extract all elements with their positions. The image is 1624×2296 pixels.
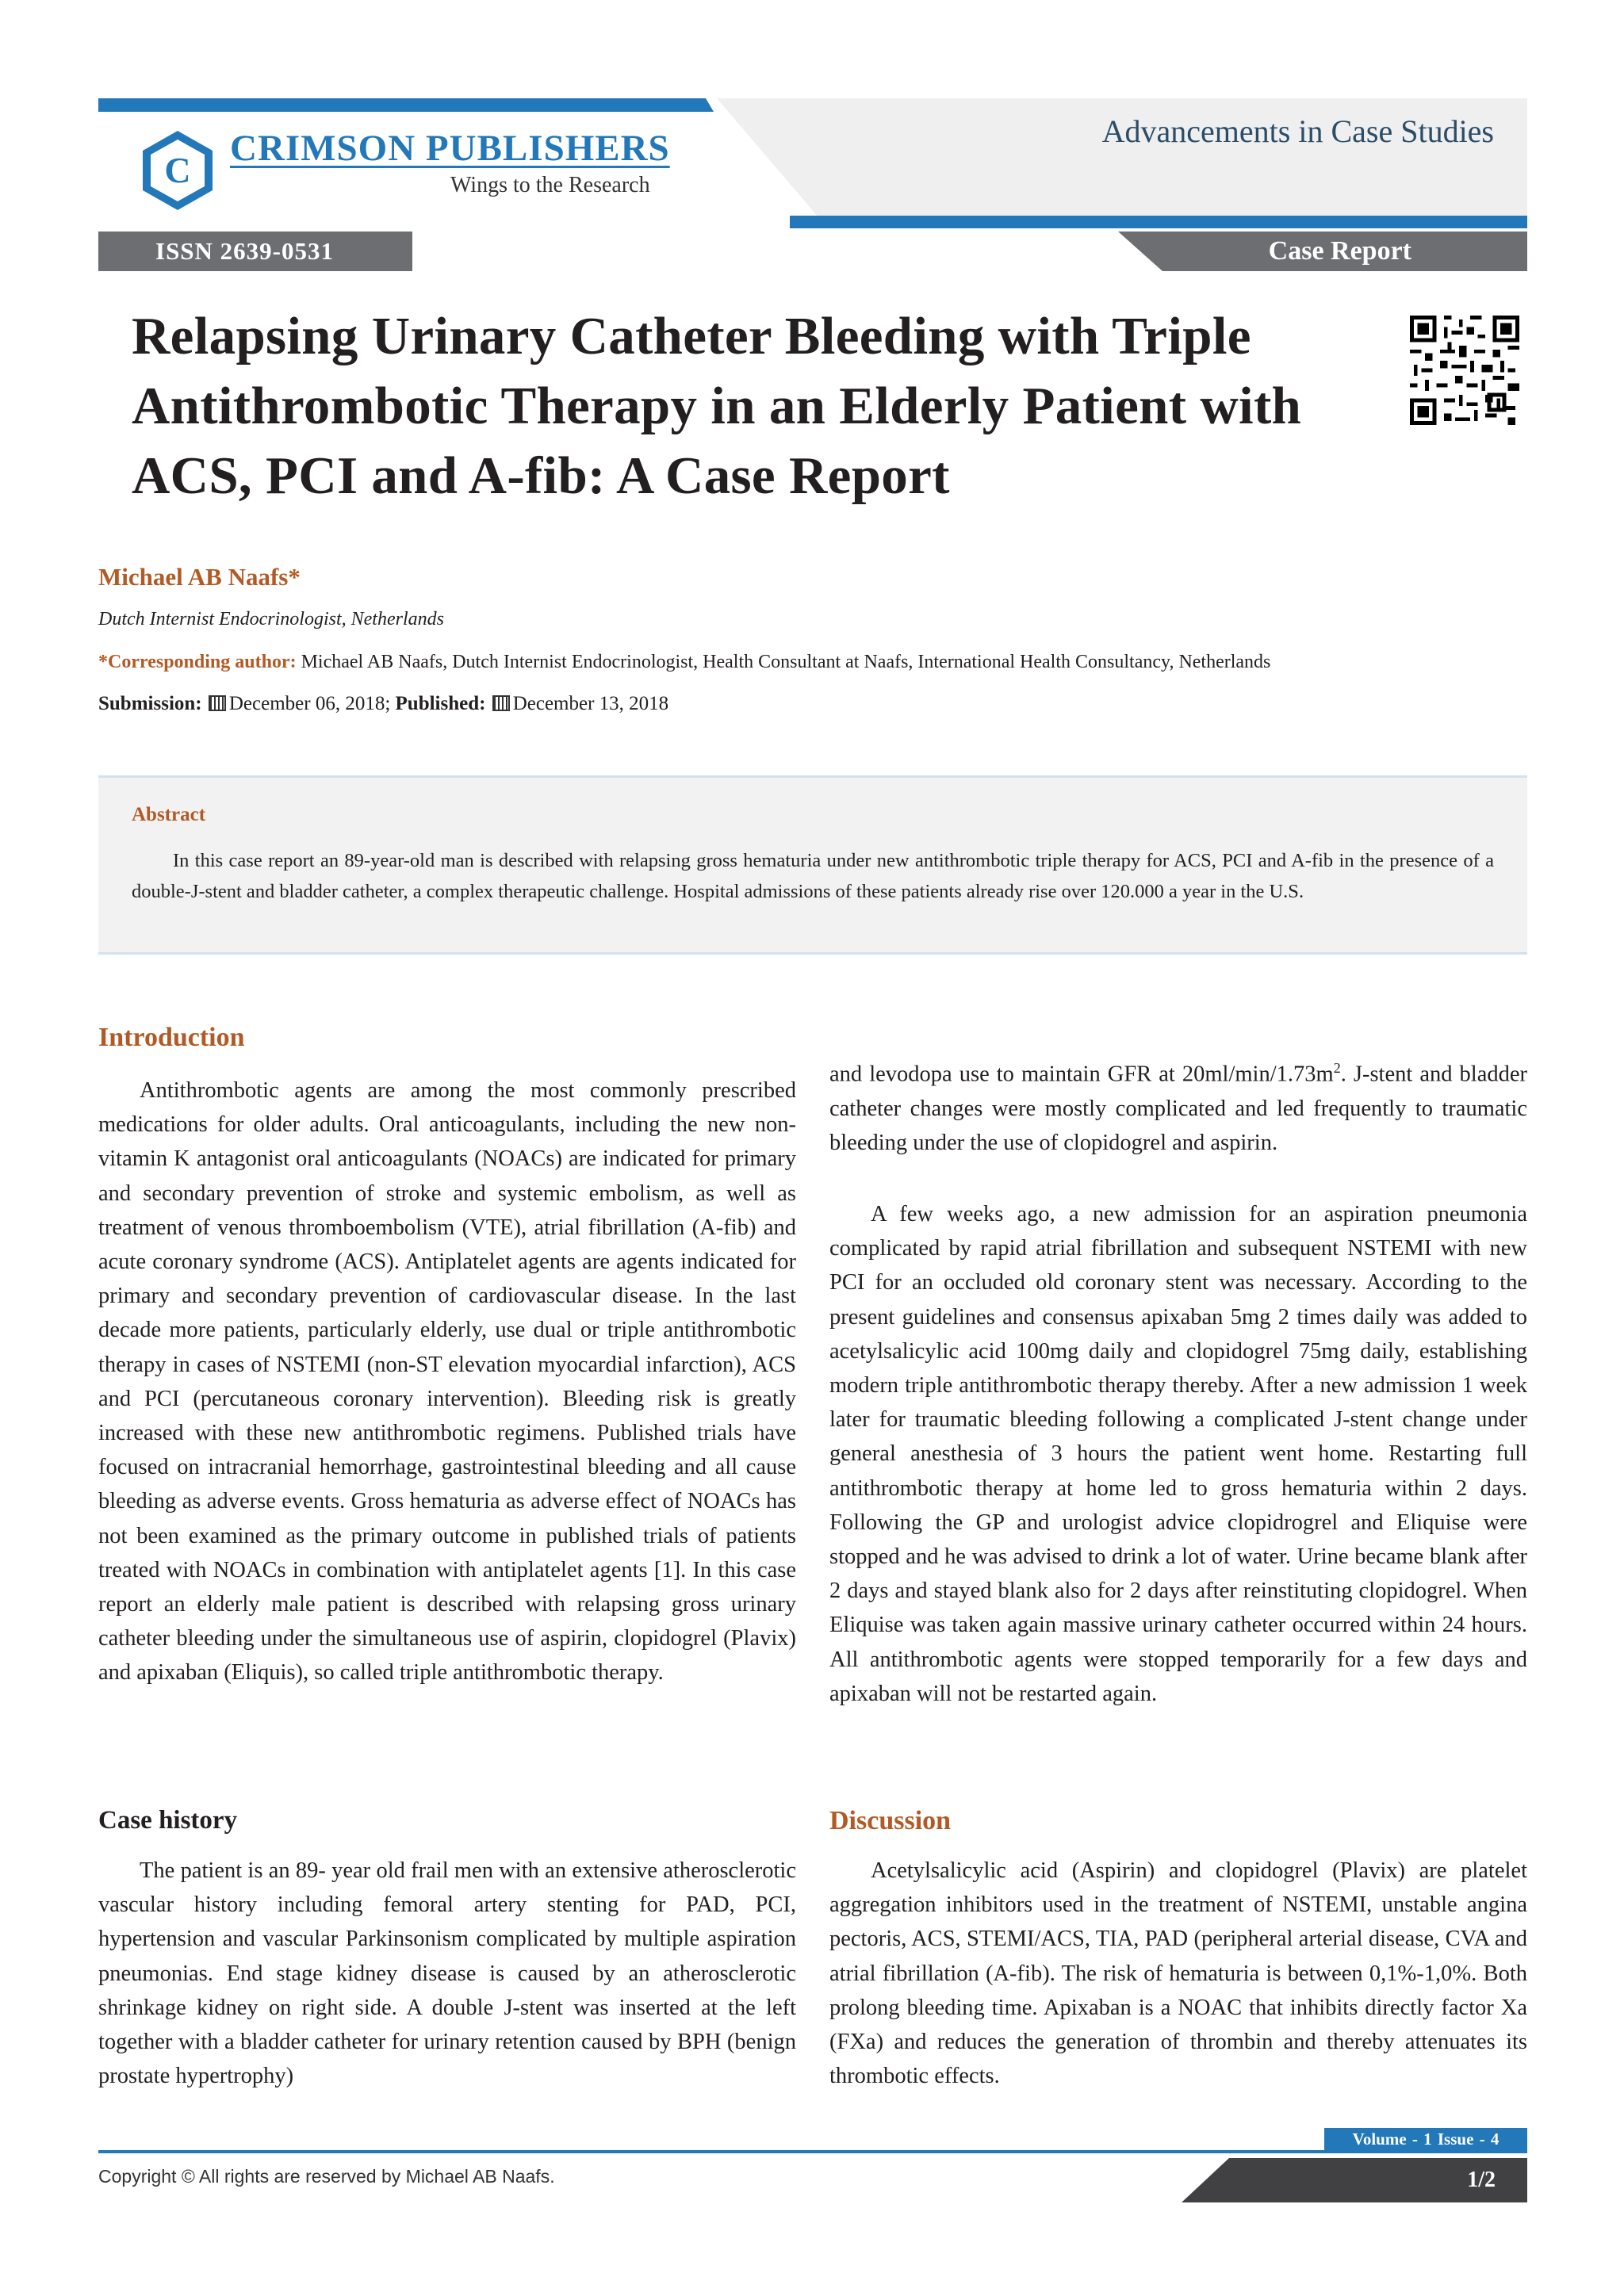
introduction-heading: Introduction [98,1023,245,1052]
calendar-icon [492,695,510,711]
introduction-paragraph: Antithrombotic agents are among the most commonly prescribed medications for older adults. Oral anticoagulants, including the new non-vitamin K antagonist oral anticoagulants (NOACs) are indicated for primary and secondary prevention of stroke and systemic embolism, as well as treatment of venous thromboembolism (VTE), atrial fibrillation (A-fib) and acute coronary syndrome (ACS). Antiplatelet agents are agents indicated for primary and secondary prevention of cardiovascular disease. In the last decade more patients, particularly elderly, use dual or triple antithrombotic therapy in cases of NSTEMI (non-ST elevation myocardial infarction), ACS and PCI (percutaneous coronary intervention). Bleeding risk is greatly increased with these new antithrombotic regimens. Published trials have focused on intracranial hemorrhage, gastrointestinal bleeding and all cause bleeding as adverse events. Gross hematuria as adverse effect of NOACs has not been examined as the primary outcome in published trials of patients treated with NOACs in combination with antiplatelet agents [1]. In this case report an elderly male patient is described with relapsing gross urinary catheter bleeding under the simultaneous use of aspirin, clopidogrel (Plavix) and apixaban (Eliquis), so called triple antithrombotic therapy. [98,1078,796,1686]
publisher-tagline: Wings to the Research [450,173,650,197]
author-affiliation: Dutch Internist Endocrinologist, Netherlands [98,609,444,629]
article-dates [98,693,668,715]
journal-name[interactable]: Advancements in Case Studies [1101,113,1494,149]
article-title: Relapsing Urinary Catheter Bleeding with Triple Antithrombotic Therapy in an Elderly Patient with ACS, PCI and A-fib: A Case Report [132,307,1302,505]
author-name: Michael AB Naafs* [98,563,301,591]
article-type-label: Case Report [1268,236,1411,266]
page-number: 1/2 [1467,2168,1496,2192]
abstract-heading: Abstract [132,804,206,825]
header-bottom-stripe [790,216,1527,228]
volume-issue-badge: Volume - 1 Issue - 4 [1324,2128,1527,2150]
discussion-body [829,1854,1527,2093]
discussion-heading: Discussion [829,1806,952,1835]
issn-badge: ISSN 2639-0531 [98,232,412,271]
discussion-paragraph: Acetylsalicylic acid (Aspirin) and clopidogrel (Plavix) are platelet aggregation inhibitors used in the treatment of NSTEMI, unstable angina pectoris, ACS, STEMI/ACS, TIA, PAD (peripheral arterial disease, CVA and atrial fibrillation (A-fib). The risk of hematuria is between 0,1%-1,0%. Both prolong bleeding time. Apixaban is a NOAC that inhibits directly factor Xa (FXa) and reduces the generation of thrombin and thereby attenuates its thrombotic effects. [829,1858,1527,2089]
footer-divider [98,2150,1527,2153]
abstract-text: In this case report an 89-year-old man is described with relapsing gross hematuria under new antithrombotic triple therapy for ACS, PCI and A-fib in the presence of a double-J-stent and bladder catheter, a complex therapeutic challenge. Hospital admissions of these patients already rise over 120.000 a year in the U.S. [132,850,1494,902]
corresponding-author [98,652,1270,673]
qr-code-icon[interactable] [1410,316,1519,425]
case-history-continued-paragraph [829,1051,1527,1160]
continued-text-part2: . J-stent and bladder catheter changes were mostly complicated and led frequently to traumatic bleeding under the use of clopidogrel and aspirin. [829,1062,1527,1155]
case-history-body [98,1854,796,2093]
superscript: 2 [1333,1060,1341,1076]
submission-label: Submission: [98,693,202,714]
introduction-body [98,1073,796,1690]
case-history-paragraph: The patient is an 89- year old frail men with an extensive atherosclerotic vascular history including femoral artery stenting for PAD, PCI, hypertension and vascular Parkinsonism complicated by multiple aspiration pneumonias. End stage kidney disease is caused by an atherosclerotic shrinkage kidney on right side. A double J-stent was inserted at the left together with a bladder catheter for urinary retention caused by BPH (benign prostate hypertrophy) [98,1858,796,2089]
header-top-stripe [98,98,714,112]
case-history-heading: Case history [98,1806,238,1835]
corresponding-text: Michael AB Naafs, Dutch Internist Endocrinologist, Health Consultant at Naafs, International Health Consultancy, Netherlands [296,652,1271,672]
published-date: December 13, 2018 [512,693,669,714]
copyright-notice: Copyright © All rights are reserved by Michael AB Naafs. [98,2166,555,2187]
logo-letter: C [164,150,191,190]
case-history-paragraph-2: A few weeks ago, a new admission for an aspiration pneumonia complicated by rapid atrial fibrillation and subsequent NSTEMI with new PCI for an occluded old coronary stent was necessary. According to the present guidelines and consensus apixaban 5mg 2 times daily was added to acetylsalicylic acid 100mg daily and clopidogrel 75mg daily, establishing modern triple antithrombotic therapy thereby. After a new admission 1 week later for traumatic bleeding following a complicated J-stent change under general anesthesia of 3 hours the patient went home. Restarting full antithrombotic therapy at home led to gross hematuria within 2 days. Following the GP and urologist advice clopidrogrel and Eliquise were stopped and he was advised to drink a lot of water. Urine became blank after 2 days and stayed blank also for 2 days after reinstituting clopidogrel. When Eliquise was taken again massive urinary catheter occurred within 24 hours. All antithrombotic agents were stopped temporarily for a few days and apixaban will not be restarted again. [829,1202,1527,1706]
published-label: Published: [395,693,486,714]
case-history-second [829,1197,1527,1711]
corresponding-label: *Corresponding author: [98,652,297,672]
submission-date: December 06, 2018; [228,693,391,714]
case-history-continued [829,1051,1527,1160]
continued-text-part1: and levodopa use to maintain GFR at 20ml/min/1.73m [829,1062,1334,1087]
crimson-logo-icon[interactable] [140,128,216,212]
publisher-name[interactable]: CRIMSON PUBLISHERS [230,128,670,169]
calendar-icon [209,695,226,711]
